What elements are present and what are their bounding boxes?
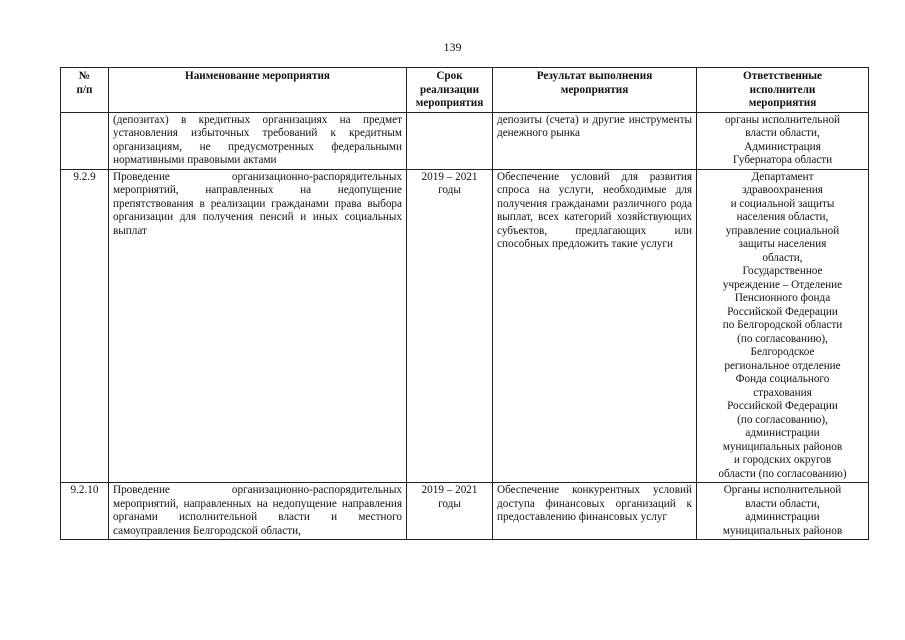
- measures-table: [60, 67, 869, 540]
- table-header-row: [61, 68, 869, 113]
- row-executors: Департамент здравоохранения и социальной защиты населения области, управление социальной защиты населения области, Государственное учреждение – Отделение Пенсионного фонда Российской Федерации по Белгородской области (по согласованию), Белгородское региональное отделение Фонда социального страхования Российской Федерации (по согласованию), администрации муниципальных районов и городских округов области (по согласованию): [697, 169, 869, 483]
- row-num: 9.2.10: [61, 483, 109, 540]
- row-executors: органы исполнительной власти области, Администрация Губернатора области: [697, 112, 869, 169]
- header-term: Срок реализации мероприятия: [407, 68, 493, 113]
- row-term: [407, 112, 493, 169]
- header-name: Наименование мероприятия: [109, 68, 407, 113]
- table-row: [61, 169, 869, 483]
- header-num: № п/п: [61, 68, 109, 113]
- row-result: депозиты (счета) и другие инструменты денежного рынка: [493, 112, 697, 169]
- table-row: [61, 112, 869, 169]
- table-row: [61, 483, 869, 540]
- row-num: 9.2.9: [61, 169, 109, 483]
- header-executors: Ответственные исполнители мероприятия: [697, 68, 869, 113]
- row-executors: Органы исполнительной власти области, администрации муниципальных районов: [697, 483, 869, 540]
- row-result: Обеспечение конкурентных условий доступа финансовых организаций к предоставлению финансовых услуг: [493, 483, 697, 540]
- header-result: Результат выполнения мероприятия: [493, 68, 697, 113]
- row-term: 2019 – 2021 годы: [407, 169, 493, 483]
- row-result: Обеспечение условий для развития спроса на услуги, необходимые для получения гражданами различного рода выплат, всех категорий хозяйствующих субъектов, предлагающих или способных предложить такие услуги: [493, 169, 697, 483]
- row-name: (депозитах) в кредитных организациях на предмет установления избыточных требований к кредитным организациям, не предусмотренных федеральными нормативными правовыми актами: [109, 112, 407, 169]
- row-name: Проведение организационно-распорядительных мероприятий, направленных на недопущение препятствования в реализации гражданами права выбора организации для получения пенсий и иных социальных выплат: [109, 169, 407, 483]
- row-name: Проведение организационно-распорядительных мероприятий, направленных на недопущение направления органами исполнительной власти и местного самоуправления Белгородской области,: [109, 483, 407, 540]
- page-number: 139: [443, 40, 462, 54]
- row-term: 2019 – 2021 годы: [407, 483, 493, 540]
- row-num: [61, 112, 109, 169]
